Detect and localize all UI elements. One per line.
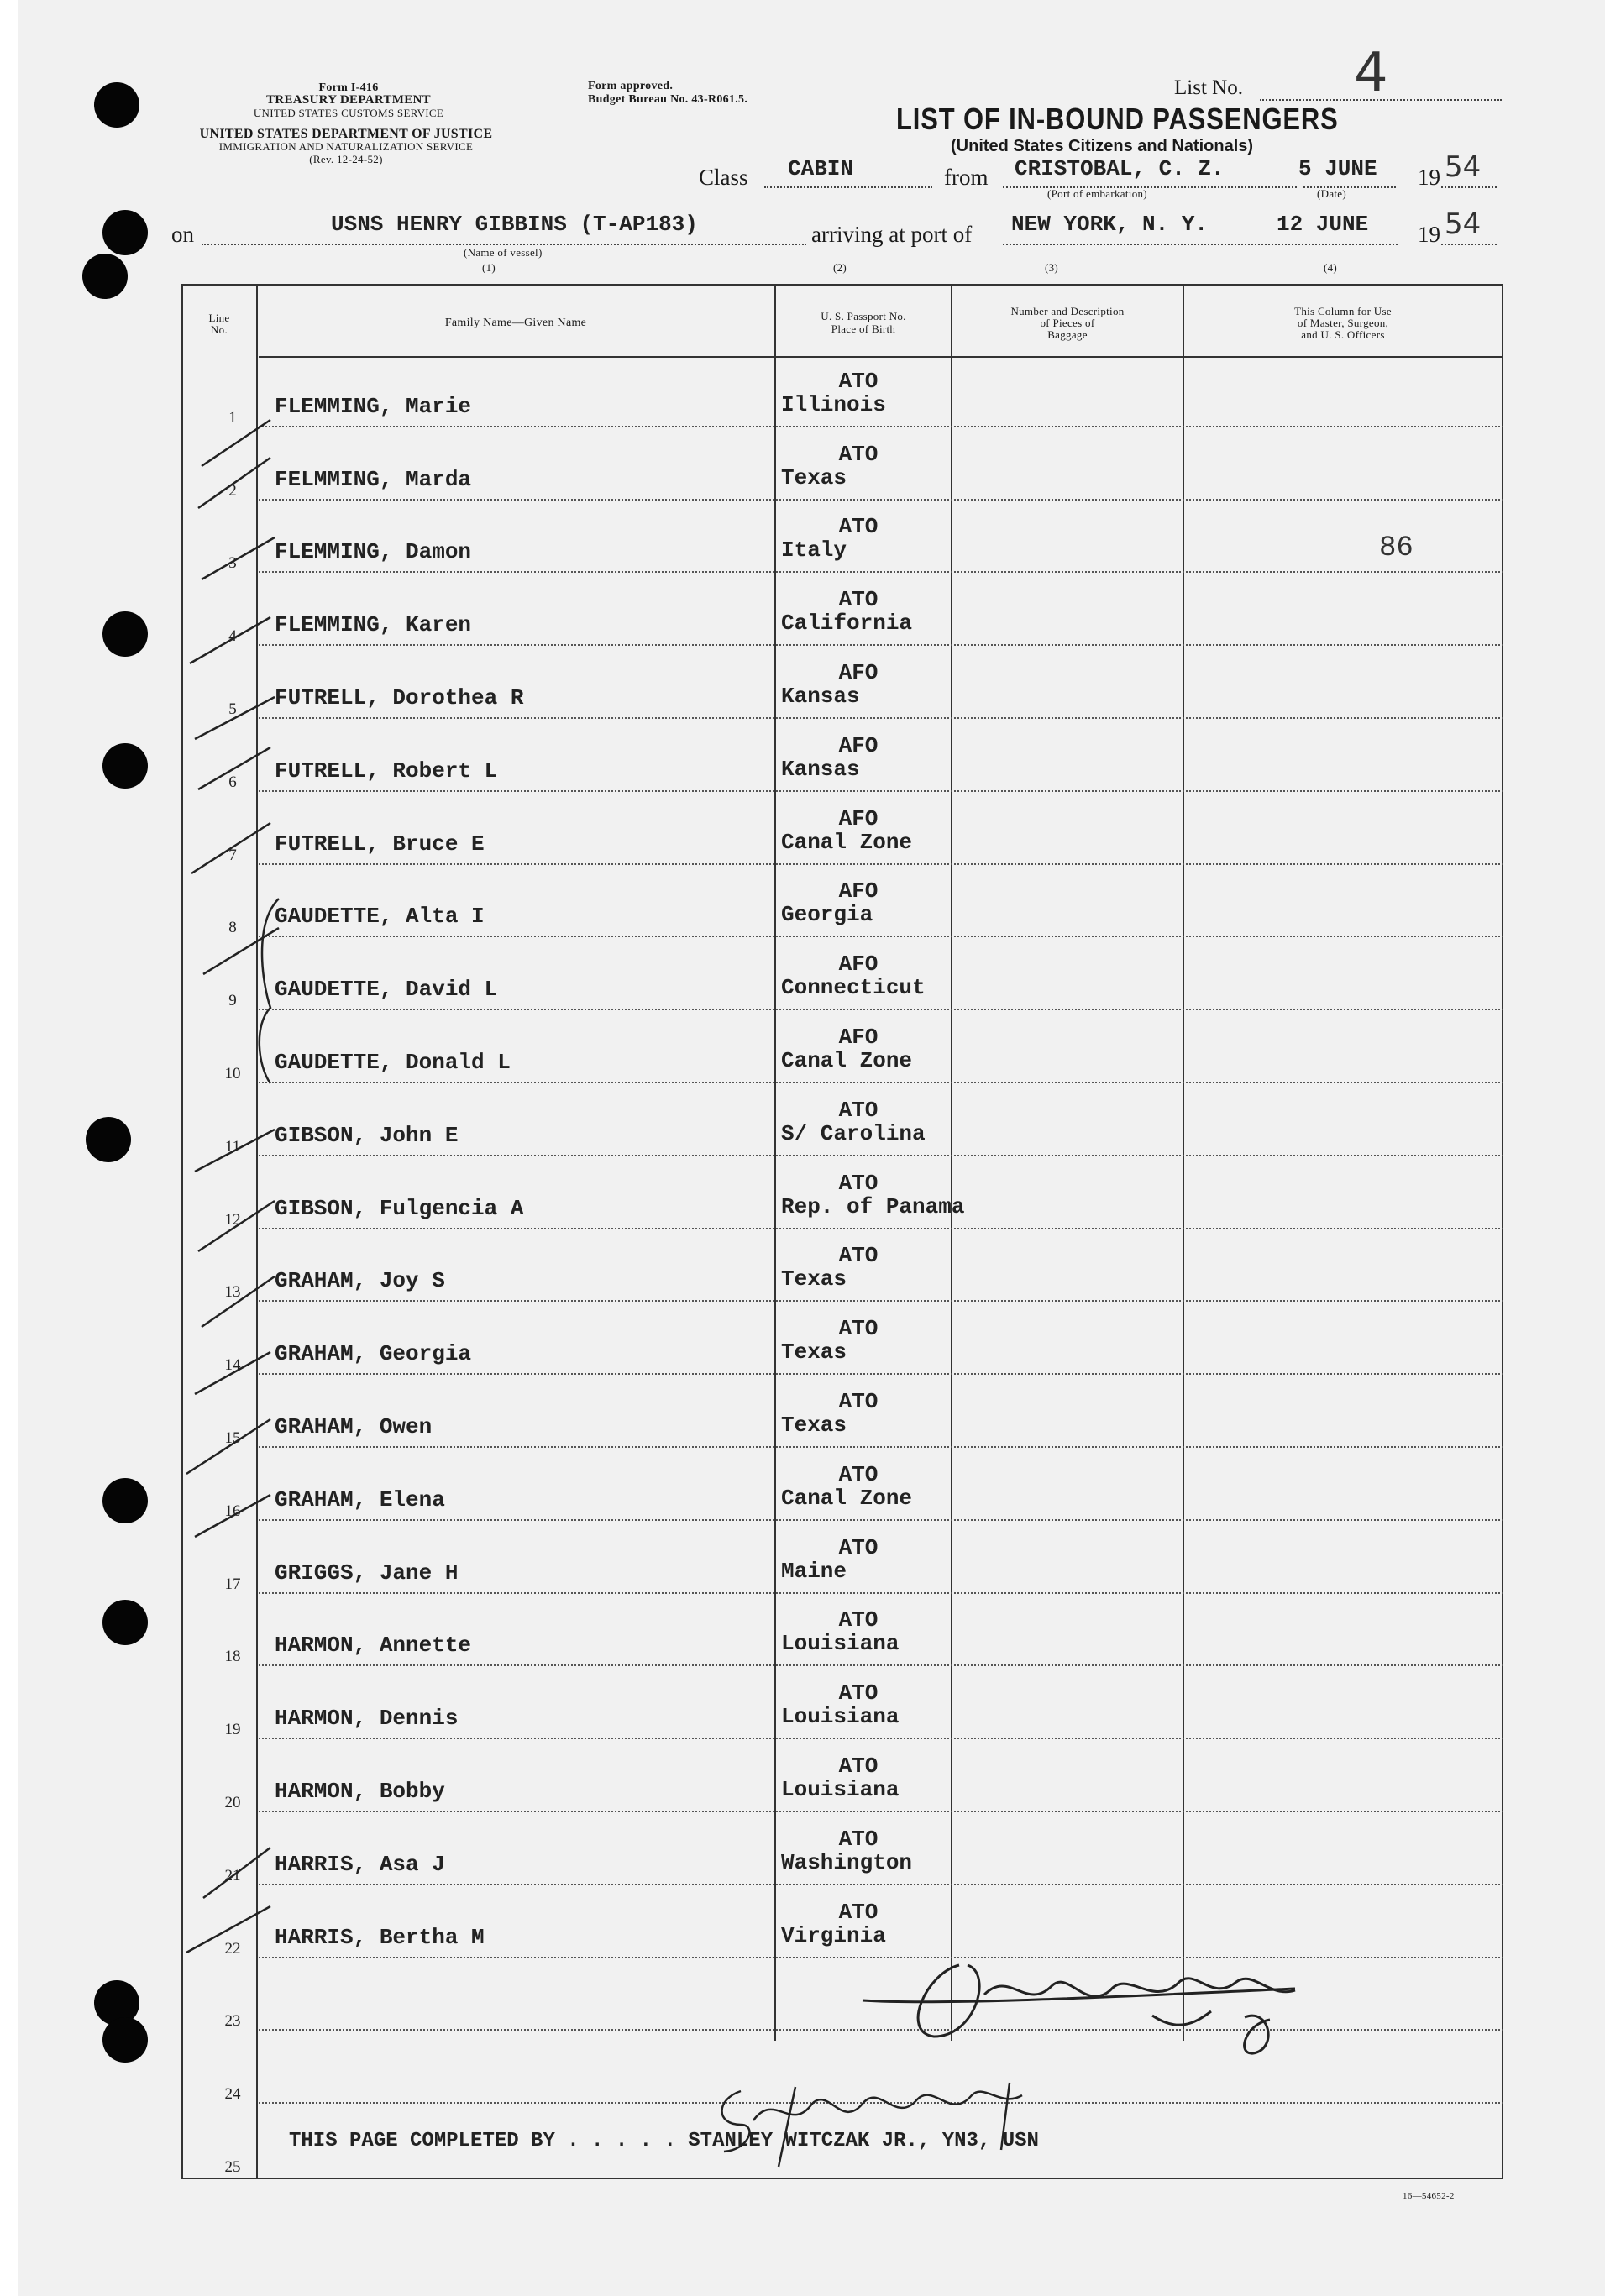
passenger-name: FLEMMING, Karen	[275, 612, 472, 638]
line-number: 16	[224, 1502, 241, 1520]
department-of-justice: UNITED STATES DEPARTMENT OF JUSTICE	[199, 127, 493, 141]
line-number: 7	[228, 846, 237, 864]
line-number: 3	[228, 554, 237, 573]
line-number: 1	[228, 408, 237, 427]
passenger-name: FUTRELL, Bruce E	[275, 831, 485, 857]
place-of-birth: Kansas	[781, 756, 860, 782]
year-prefix: 19	[1418, 165, 1440, 190]
page-subtitle: (United States Citizens and Nationals)	[951, 137, 1254, 155]
passport-number: AFO	[838, 878, 879, 904]
passenger-name: HARMON, Dennis	[275, 1706, 459, 1732]
place-of-birth: S/ Carolina	[781, 1120, 926, 1146]
arriving-label: arriving at port of	[811, 222, 973, 247]
header-passport: U. S. Passport No.	[821, 310, 906, 322]
passport-number: AFO	[838, 805, 879, 831]
line-number: 8	[228, 919, 237, 937]
caption-3: (3)	[1045, 261, 1059, 274]
manifest-sheet	[18, 0, 1605, 2296]
passport-number: ATO	[838, 514, 879, 540]
class-value: CABIN	[788, 156, 854, 181]
line-number: 12	[224, 1210, 241, 1229]
header-baggage-2: of Pieces of	[1040, 317, 1095, 329]
passenger-name: GRAHAM, Joy S	[275, 1268, 445, 1294]
place-of-birth: Kansas	[781, 683, 860, 709]
passenger-name: GIBSON, John E	[275, 1122, 459, 1148]
line-number: 2	[228, 481, 237, 500]
passenger-name: HARRIS, Bertha M	[275, 1924, 485, 1950]
passenger-name: FUTRELL, Robert L	[275, 757, 498, 784]
place-of-birth: Canal Zone	[781, 1047, 913, 1073]
caption-4: (4)	[1324, 261, 1338, 274]
page-title: LIST OF IN-BOUND PASSENGERS	[896, 102, 1339, 136]
line-number: 6	[228, 773, 237, 791]
preparer-signature	[18, 0, 1605, 2296]
passport-number: ATO	[838, 1170, 879, 1196]
passenger-name: GRAHAM, Georgia	[275, 1341, 472, 1367]
form-approved: Form approved.	[588, 80, 674, 92]
line-number: 14	[224, 1356, 241, 1375]
line-number: 10	[224, 1064, 241, 1082]
place-of-birth: Georgia	[781, 902, 873, 928]
place-of-birth: Louisiana	[781, 1631, 900, 1657]
passport-number: ATO	[838, 587, 879, 613]
line-number: 20	[224, 1793, 241, 1811]
line-number: 21	[224, 1866, 241, 1885]
place-of-birth: Texas	[781, 464, 847, 490]
passenger-name: HARMON, Bobby	[275, 1778, 445, 1804]
passenger-name: GAUDETTE, David L	[275, 977, 498, 1003]
header-line-no-2: No.	[210, 323, 228, 336]
passport-number: ATO	[838, 1753, 879, 1779]
place-of-birth: Illinois	[781, 391, 886, 417]
line-number: 5	[228, 700, 237, 718]
place-of-birth: Louisiana	[781, 1704, 900, 1730]
footer-code: 16—54652-2	[1403, 2191, 1455, 2201]
embarkation-caption: (Port of embarkation)	[1047, 187, 1147, 200]
officers-note: 86	[1379, 532, 1414, 564]
immigration-service: IMMIGRATION AND NATURALIZATION SERVICE	[218, 140, 474, 153]
caption-2: (2)	[833, 261, 847, 274]
budget-bureau: Budget Bureau No. 43-R061.5.	[588, 93, 748, 106]
line-number: 23	[224, 2012, 241, 2031]
header-officers: This Column for Use	[1294, 305, 1392, 317]
line-number: 15	[224, 1428, 241, 1447]
line-number: 17	[224, 1575, 241, 1593]
arrival-date: 12 JUNE	[1277, 212, 1369, 237]
passport-number: ATO	[838, 1243, 879, 1269]
header-officers-2: of Master, Surgeon,	[1297, 317, 1389, 329]
place-of-birth: Canal Zone	[781, 1485, 913, 1511]
header-officers-3: and U. S. Officers	[1301, 328, 1385, 341]
year-prefix-2: 19	[1418, 222, 1440, 247]
vessel-name: USNS HENRY GIBBINS (T-AP183)	[331, 212, 698, 237]
place-of-birth: California	[781, 611, 913, 637]
passenger-name: GRAHAM, Owen	[275, 1413, 433, 1439]
place-of-birth: Italy	[781, 537, 847, 564]
header-family-name: Family Name—Given Name	[444, 317, 587, 329]
list-no-label: List No.	[1174, 76, 1243, 99]
passenger-name: GAUDETTE, Alta I	[275, 904, 485, 930]
arrival-port: NEW YORK, N. Y.	[1011, 212, 1209, 237]
passport-number: AFO	[838, 732, 879, 758]
form-revision: (Rev. 12-24-52)	[309, 153, 383, 165]
line-number: 22	[224, 1939, 241, 1958]
arrival-year: 54	[1445, 207, 1482, 241]
class-label: Class	[699, 165, 748, 190]
list-no-value: 4	[1354, 42, 1388, 104]
line-number: 18	[224, 1648, 241, 1666]
passport-number: ATO	[838, 1461, 879, 1487]
treasury-department: TREASURY DEPARTMENT	[266, 93, 431, 107]
from-label: from	[944, 165, 989, 190]
place-of-birth: Maine	[781, 1558, 847, 1584]
place-of-birth: Canal Zone	[781, 829, 913, 855]
line-number: 13	[224, 1283, 241, 1302]
place-of-birth: Texas	[781, 1412, 847, 1438]
place-of-birth: Connecticut	[781, 975, 926, 1001]
header-baggage: Number and Description	[1010, 305, 1125, 317]
passport-number: AFO	[838, 659, 879, 685]
place-of-birth: Rep. of Panama	[781, 1193, 965, 1219]
passenger-name: GRIGGS, Jane H	[275, 1559, 459, 1586]
line-number: 25	[224, 2157, 241, 2176]
passenger-name: FLEMMING, Marie	[275, 393, 472, 419]
passport-number: ATO	[838, 1826, 879, 1852]
completed-by: THIS PAGE COMPLETED BY . . . . . STANLEY WITCZAK JR., YN3, USN	[289, 2130, 1039, 2152]
customs-service: UNITED STATES CUSTOMS SERVICE	[253, 107, 444, 119]
departure-year: 54	[1445, 150, 1482, 184]
passenger-name: GAUDETTE, Donald L	[275, 1049, 511, 1075]
passenger-name: HARMON, Annette	[275, 1633, 472, 1659]
passport-number: ATO	[838, 441, 879, 467]
passport-number: AFO	[838, 1024, 879, 1050]
passenger-name: FUTRELL, Dorothea R	[275, 684, 524, 710]
passport-number: ATO	[838, 1316, 879, 1342]
place-of-birth: Washington	[781, 1849, 913, 1875]
line-number: 4	[228, 627, 237, 646]
on-label: on	[171, 222, 194, 247]
line-number: 9	[228, 992, 237, 1010]
passenger-name: GIBSON, Fulgencia A	[275, 1195, 524, 1221]
place-of-birth: Louisiana	[781, 1776, 900, 1802]
passenger-name: GRAHAM, Elena	[275, 1486, 445, 1512]
place-of-birth: Texas	[781, 1339, 847, 1366]
passport-number: AFO	[838, 951, 879, 978]
line-number: 24	[224, 2085, 241, 2104]
header-line-no: Line	[208, 312, 230, 324]
passport-number: ATO	[838, 1680, 879, 1706]
passenger-name: HARRIS, Asa J	[275, 1851, 445, 1877]
passport-number: ATO	[838, 1899, 879, 1925]
passenger-name: FELMMING, Marda	[275, 466, 472, 492]
passport-number: ATO	[838, 1097, 879, 1123]
port-of-embarkation: CRISTOBAL, C. Z.	[1015, 156, 1225, 181]
place-of-birth: Virginia	[781, 1922, 886, 1948]
line-number: 11	[224, 1137, 241, 1156]
place-of-birth: Texas	[781, 1266, 847, 1292]
vessel-caption: (Name of vessel)	[464, 246, 543, 259]
passport-number: ATO	[838, 368, 879, 394]
passport-number: ATO	[838, 1534, 879, 1560]
passport-number: ATO	[838, 1388, 879, 1414]
date-caption: (Date)	[1317, 187, 1346, 200]
form-number: Form I-416	[318, 81, 379, 94]
header-baggage-3: Baggage	[1047, 328, 1088, 341]
passport-number: ATO	[838, 1607, 879, 1633]
caption-1: (1)	[482, 261, 496, 274]
passenger-name: FLEMMING, Damon	[275, 539, 472, 565]
line-number: 19	[224, 1721, 241, 1739]
departure-date: 5 JUNE	[1298, 156, 1377, 181]
header-birth: Place of Birth	[831, 322, 896, 335]
